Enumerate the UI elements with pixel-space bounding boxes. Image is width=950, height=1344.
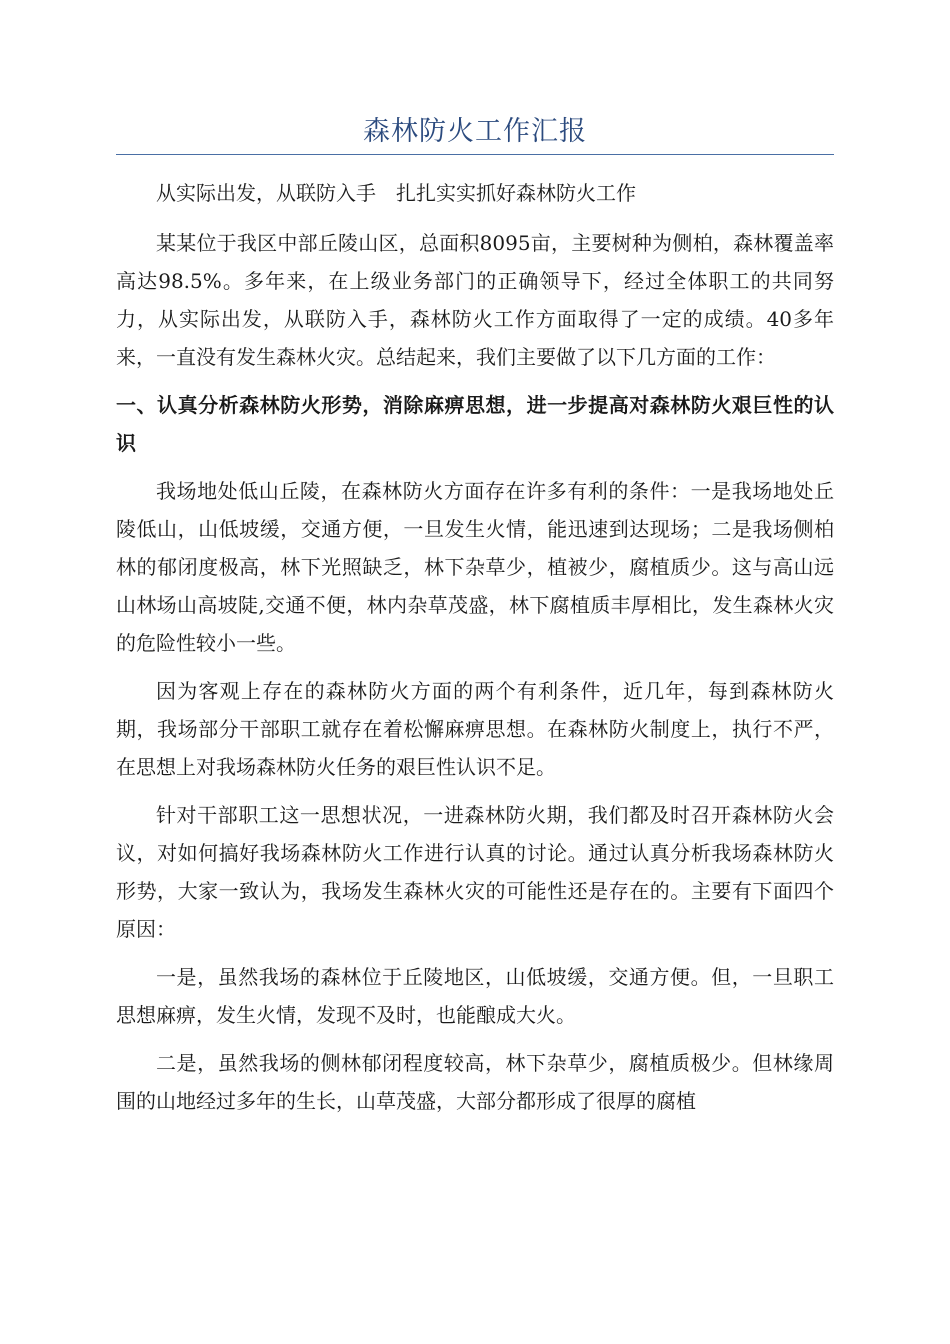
section-heading-1: 一、认真分析森林防火形势，消除麻痹思想，进一步提高对森林防火艰巨性的认识 (116, 393, 834, 455)
document-body (116, 174, 834, 1130)
body-paragraph: 二是，虽然我场的侧林郁闭程度较高，林下杂草少，腐植质极少。但林缘周围的山地经过多年的生长，山草茂盛，大部分都形成了很厚的腐植 (116, 1051, 834, 1113)
document-subtitle: 从实际出发，从联防入手 扎扎实实抓好森林防火工作 (156, 181, 636, 205)
title-underline (116, 154, 834, 155)
body-paragraph: 我场地处低山丘陵，在森林防火方面存在许多有利的条件：一是我场地处丘陵低山，山低坡缓，交通方便，一旦发生火情，能迅速到达现场；二是我场侧柏林的郁闭度极高，林下光照缺乏，林下杂草少，植被少，腐植质少。这与高山远山林场山高坡陡,交通不便，林内杂草茂盛，林下腐植质丰厚相比，发生森林火灾的危险性较小一些。 (116, 479, 834, 655)
document-title: 森林防火工作汇报 (363, 116, 587, 147)
body-paragraph: 因为客观上存在的森林防火方面的两个有利条件，近几年，每到森林防火期，我场部分干部职工就存在着松懈麻痹思想。在森林防火制度上，执行不严，在思想上对我场森林防火任务的艰巨性认识不足。 (116, 679, 834, 779)
body-paragraph: 针对干部职工这一思想状况，一进森林防火期，我们都及时召开森林防火会议，对如何搞好我场森林防火工作进行认真的讨论。通过认真分析我场森林防火形势，大家一致认为，我场发生森林火灾的可能性还是存在的。主要有下面四个原因： (116, 803, 834, 941)
intro-paragraph: 某某位于我区中部丘陵山区，总面积8095亩，主要树种为侧柏，森林覆盖率高达98.5%。多年来，在上级业务部门的正确领导下，经过全体职工的共同努力，从实际出发，从联防入手，森林防火工作方面取得了一定的成绩。40多年来，一直没有发生森林火灾。总结起来，我们主要做了以下几方面的工作： (116, 231, 834, 369)
body-paragraph: 一是，虽然我场的森林位于丘陵地区，山低坡缓，交通方便。但，一旦职工思想麻痹，发生火情，发现不及时，也能酿成大火。 (116, 965, 834, 1027)
